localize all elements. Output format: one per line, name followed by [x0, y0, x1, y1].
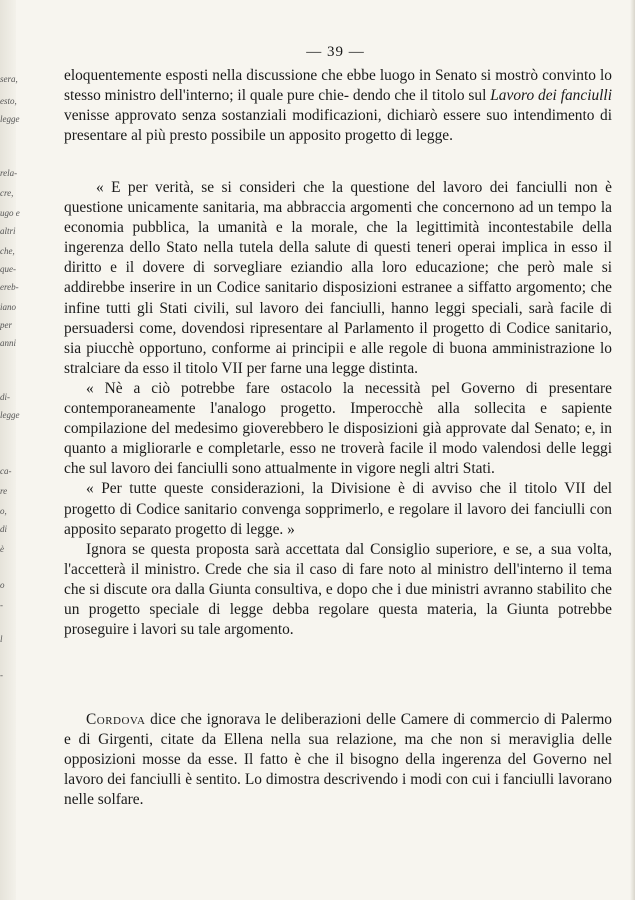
margin-fragment: o: [0, 580, 5, 590]
line: dendo che il titolo sul: [352, 87, 491, 105]
margin-fragment: è: [0, 544, 4, 554]
line: mostrò convinto lo stesso ministro dell'interno; il quale pure chie-: [64, 67, 612, 105]
margin-fragment: cre,: [0, 188, 14, 198]
paragraph-1: [64, 66, 612, 146]
margin-fragment: -: [0, 670, 3, 680]
quoted-section: [64, 178, 612, 640]
margin-fragment: o,: [0, 506, 7, 516]
margin-fragment: -: [0, 600, 3, 610]
paragraph-continuation: [64, 66, 612, 146]
margin-fragment: anni: [0, 338, 17, 348]
paragraph-5: Ignora se questa proposta sarà accettata dal Consiglio superiore, e se, a sua volta, l'accetterà il ministro. Crede che sia il caso di fare noto al ministro dell'interno il tema che si discute ora dalla Giunta consultiva, e dopo che i due ministri avranno stabilito che un progetto speciale di legge debba regolare questa materia, la Giunta potrebbe proseguire i lavori su tale argomento.: [64, 540, 612, 639]
binding-gutter: [0, 0, 20, 900]
speaker-section: [64, 710, 612, 810]
margin-fragment: legge: [0, 410, 20, 420]
paragraph-6: [64, 710, 612, 810]
margin-fragment: ugo e: [0, 208, 20, 218]
margin-fragment: iano: [0, 302, 17, 312]
paragraph-4: « Per tutte queste considerazioni, la Divisione è di avviso che il titolo VII del progetto di Codice sanitario convenga sopprimerlo, e regolare il lavoro dei fanciulli con apposito separato progetto di legge. »: [64, 480, 612, 538]
margin-fragment: l: [0, 634, 3, 644]
margin-fragment: che,: [0, 246, 15, 256]
margin-fragment: que-: [0, 264, 16, 274]
margin-fragment: re: [0, 486, 8, 496]
margin-fragment: di: [0, 524, 8, 534]
page-number: — 39 —: [306, 44, 365, 60]
margin-fragment: legge: [0, 114, 20, 124]
italic-title: Lavoro dei fanciulli: [490, 87, 612, 105]
margin-fragment: per: [0, 320, 12, 330]
speaker-text: dice che ignorava le deliberazioni delle Camere di commercio di Palermo e di Girgenti, citate da Ellena nella sua relazione, ma che non si meraviglia delle opposizioni mosse da esse. Il fatto è che il bisogno della ingerenza del Governo nel lavoro dei fanciulli è sentito. Lo dimostra descrivendo i modi con cui i fanciulli lavorano nelle solfare.: [64, 711, 612, 809]
speaker-name: Cordova: [86, 711, 146, 728]
margin-fragment: di-: [0, 392, 10, 402]
line: venisse approvato senza sostanziali modificazioni, dichiarò essere suo intendimento di presentare al più presto possibile un apposito progetto di legge.: [64, 107, 612, 145]
margin-fragment: esto,: [0, 96, 17, 106]
margin-fragment: ca-: [0, 466, 12, 476]
margin-fragment: altri: [0, 226, 16, 236]
margin-fragment: ereb-: [0, 282, 19, 292]
paragraph-3: « Nè a ciò potrebbe fare ostacolo la necessità pel Governo di presentare contemporaneamente l'analogo progetto. Imperocchè alla sollecita e sapiente compilazione del medesimo gioverebbero le disposizioni già approvate dal Senato; e, in quanto a migliorarle e completarle, esso ne troverà facile il modo valendosi delle leggi che sul lavoro dei fanciulli sono attualmente in vigore negli altri Stati.: [64, 379, 612, 478]
page-edge-shadow: [630, 0, 635, 900]
paragraph-2: « E per verità, se si consideri che la questione del lavoro dei fanciulli non è questione unicamente sanitaria, ma abbraccia argomenti che concernono ad un tempo la economia pubblica, la umanità e la morale, che la legittimità incontestabile della ingerenza dello Stato nella tutela della salute di questi teneri operai implica in esso il diritto e il dovere di sorvegliare eziandio alla loro educazione; che però male si addirebbe inserire in un Codice sanitario disposizioni estranee a siffatto argomento; che infine tutti gli Stati civili, sul lavoro dei fanciulli, hanno leggi speciali, sarà facile di persuadersi come, dovendosi ripresentare al Parlamento il progetto di Codice sanitario, sia piucchè opportuno, conforme ai principii e alle regole di buona amministrazione lo stralciare da esso il titolo VII per farne una legge distinta.: [64, 179, 612, 377]
line: eloquentemente esposti nella discussione che ebbe luogo in Senato si: [64, 67, 492, 84]
margin-fragment: rela-: [0, 168, 18, 178]
margin-fragment: sera,: [0, 74, 18, 84]
